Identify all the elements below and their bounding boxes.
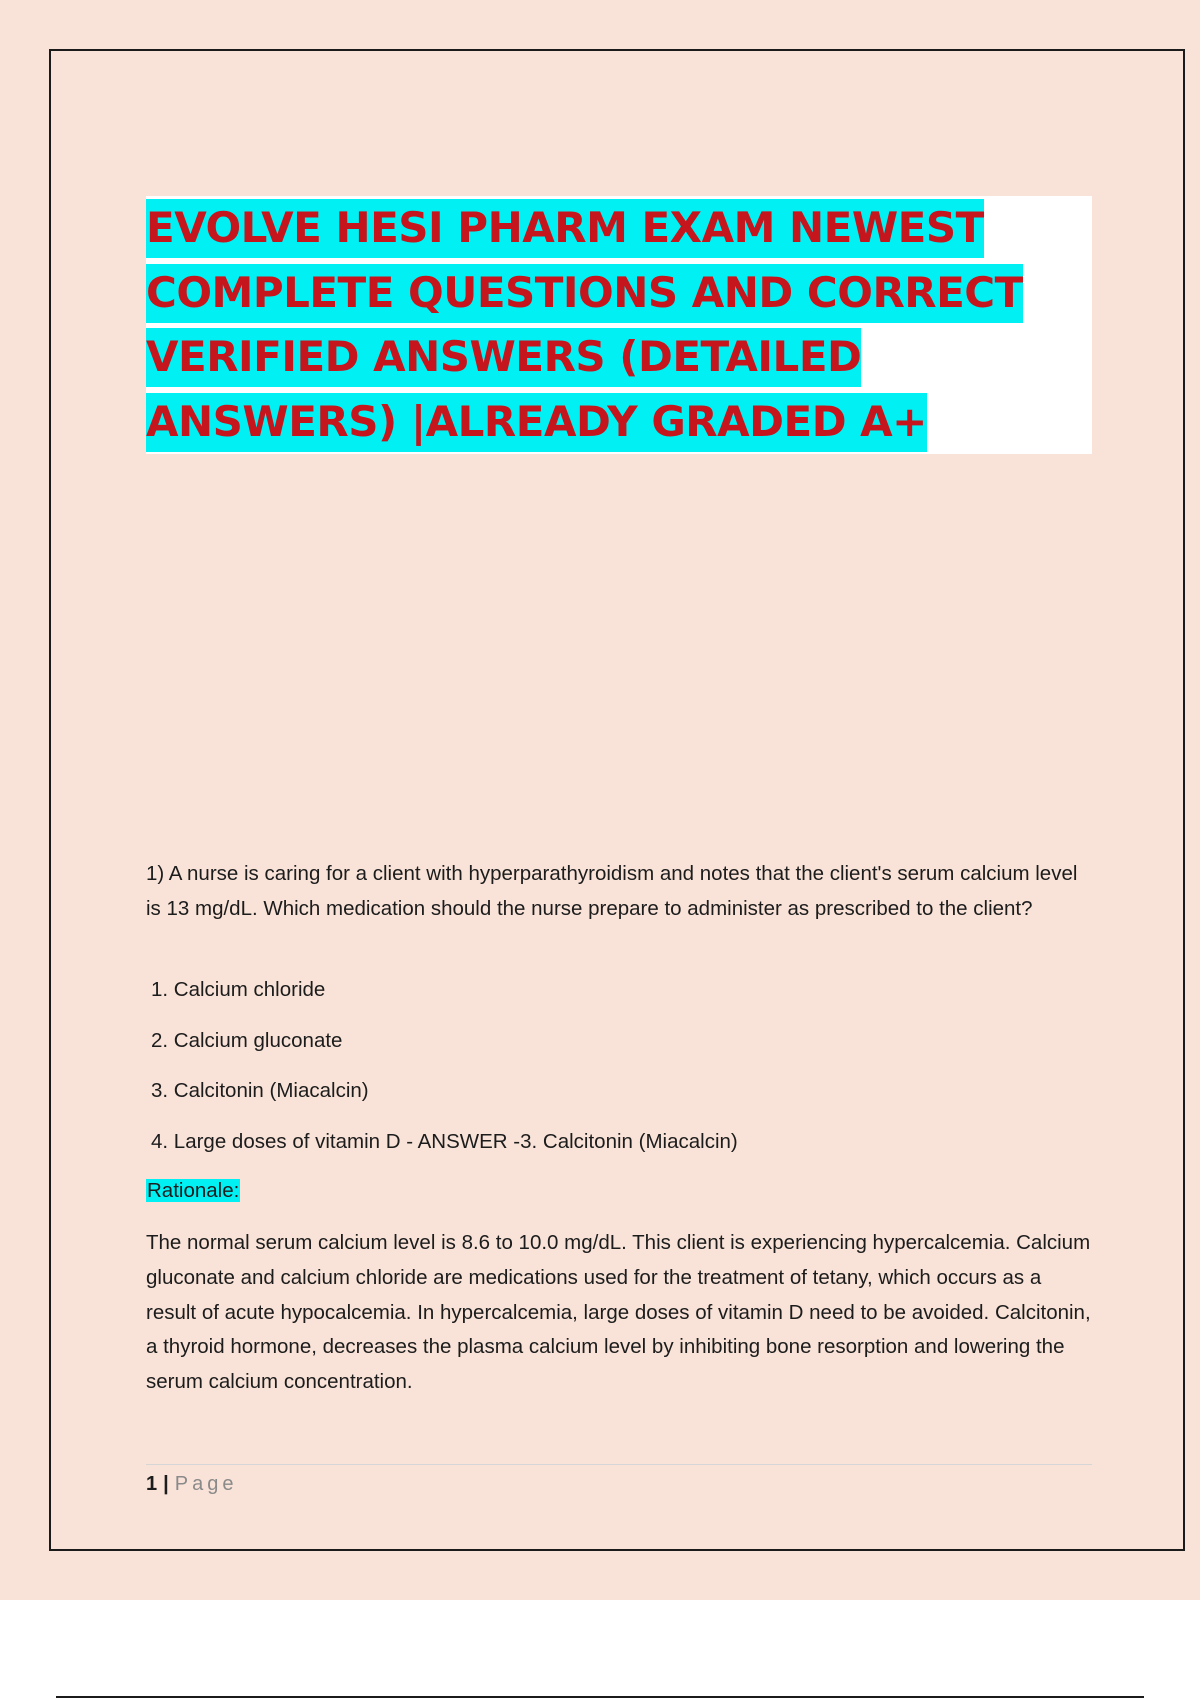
page-footer [146,1469,237,1499]
footer-divider [146,1464,1092,1465]
option-item: 1. Calcium chloride [151,978,326,1001]
answer-options [146,973,1096,1175]
next-page-border [56,1696,1144,1698]
option-item: 4. Large doses of vitamin D - ANSWER -3. Calcitonin (Miacalcin) [151,1129,738,1153]
question-text: 1) A nurse is caring for a client with hyperparathyroidism and notes that the client's serum calcium level is 13 mg/dL. Which medication should the nurse prepare to administer as prescribed to the client? [146,862,1078,920]
title-highlight: EVOLVE HESI PHARM EXAM NEWEST COMPLETE QUESTIONS AND CORRECT VERIFIED ANSWERS (DETAILED ANSWERS) |ALREADY GRADED A+ [146,199,1023,452]
document-title [146,196,1046,454]
rationale-highlight: Rationale: [147,1179,240,1202]
rationale-text: The normal serum calcium level is 8.6 to 10.0 mg/dL. This client is experiencing hypercalcemia. Calcium gluconate and calcium chloride are medications used for the treatment of tetany, which occurs as a result of acute hypocalcemia. In hypercalcemia, large doses of vitamin D need to be avoided. Calcitonin, a thyroid hormone, decreases the plasma calcium level by inhibiting bone resorption and lowering the serum calcium concentration. [146,1231,1091,1394]
rationale-heading [146,1174,240,1208]
page-label: Page [174,1473,238,1495]
page-number: 1 [146,1473,158,1495]
option-item: 3. Calcitonin (Miacalcin) [151,1079,369,1102]
option-item: 2. Calcium gluconate [151,1028,343,1052]
footer-separator: | [163,1473,169,1495]
